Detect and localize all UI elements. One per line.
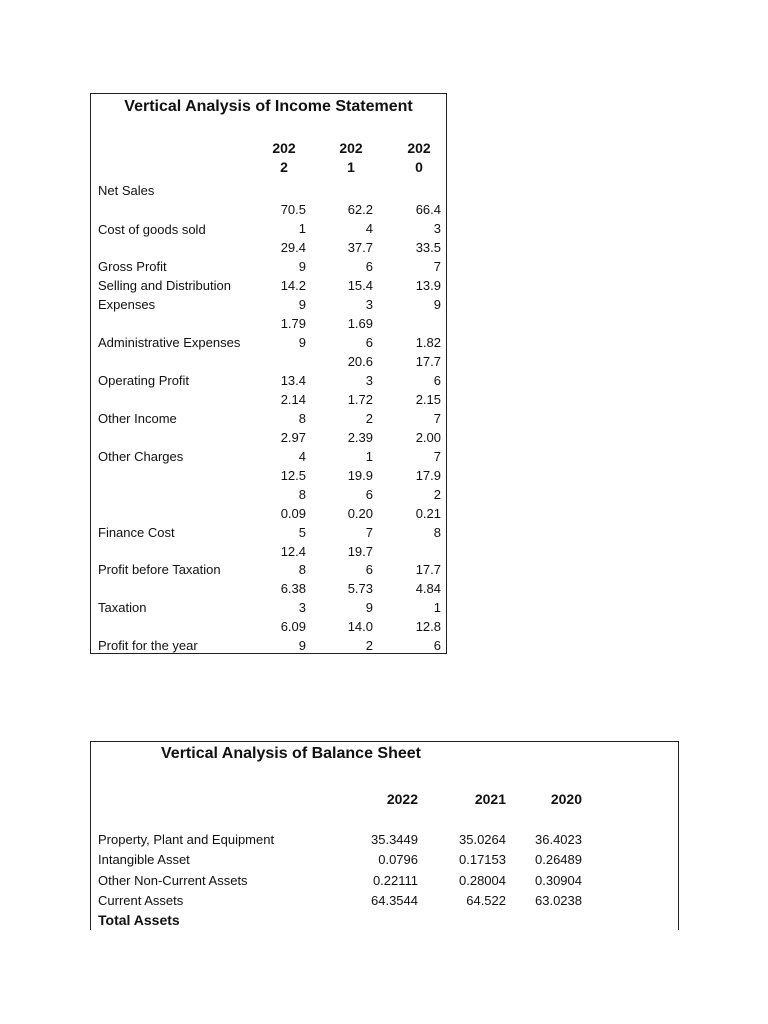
table-cell: 20.6 xyxy=(347,354,373,369)
table-cell: 70.5 xyxy=(280,202,306,217)
table-cell: 1.69 xyxy=(347,316,373,331)
balance-sheet-table xyxy=(90,741,679,930)
table-cell: 12.5 xyxy=(280,468,306,483)
income-statement-table xyxy=(90,93,447,654)
row-label: Gross Profit xyxy=(98,259,167,274)
row-label: Taxation xyxy=(98,600,147,615)
table-cell: 6.38 xyxy=(280,581,306,596)
table-cell: 35.0264 xyxy=(459,832,506,847)
table-cell: 35.3449 xyxy=(371,832,418,847)
table-cell: 2.15 xyxy=(415,392,441,407)
table-cell: 9 xyxy=(298,297,306,312)
table-cell: 33.5 xyxy=(415,240,441,255)
table-cell: 64.522 xyxy=(466,893,506,908)
row-label: Profit before Taxation xyxy=(98,562,221,577)
row-label: Property, Plant and Equipment xyxy=(98,832,275,847)
table-cell: 2.14 xyxy=(280,392,306,407)
table-cell: 9 xyxy=(433,297,441,312)
table-cell: 7 xyxy=(433,449,441,464)
table-cell: 1.72 xyxy=(347,392,373,407)
table-cell: 19.9 xyxy=(347,468,373,483)
table-cell: 3 xyxy=(433,221,441,236)
table-cell: 1.79 xyxy=(280,316,306,331)
table-cell: 0.20 xyxy=(347,506,373,521)
row-label: Intangible Asset xyxy=(98,852,190,867)
table-cell: 4.84 xyxy=(415,581,441,596)
year-header: 202 xyxy=(339,140,363,156)
row-label: Administrative Expenses xyxy=(98,335,241,350)
table-cell: 0.09 xyxy=(280,506,306,521)
table-cell: 8 xyxy=(298,487,306,502)
table-cell: 15.4 xyxy=(347,278,373,293)
table-cell: 8 xyxy=(298,411,306,426)
table-cell: 7 xyxy=(433,411,441,426)
year-header: 2 xyxy=(280,159,288,175)
table-cell: 9 xyxy=(298,335,306,350)
table-cell: 17.7 xyxy=(415,354,441,369)
year-header: 2022 xyxy=(386,791,418,807)
table-cell: 0.26489 xyxy=(535,852,582,867)
year-header: 2021 xyxy=(474,791,506,807)
table-cell: 0.22111 xyxy=(372,873,418,888)
table-cell: 6 xyxy=(365,487,373,502)
year-header: 1 xyxy=(347,159,355,175)
table-cell: 17.7 xyxy=(415,562,441,577)
table-cell: 63.0238 xyxy=(535,893,582,908)
year-header: 0 xyxy=(415,159,423,175)
row-label: Expenses xyxy=(98,297,156,312)
balance-table-title: Vertical Analysis of Balance Sheet xyxy=(161,745,421,762)
table-cell: 2.97 xyxy=(280,430,306,445)
table-cell: 37.7 xyxy=(347,240,373,255)
row-label: Current Assets xyxy=(98,893,184,908)
table-cell: 3 xyxy=(298,600,306,615)
table-cell: 0.28004 xyxy=(459,873,506,888)
table-cell: 4 xyxy=(298,449,306,464)
table-cell: 0.30904 xyxy=(535,873,582,888)
income-table-title: Vertical Analysis of Income Statement xyxy=(124,98,413,115)
table-cell: 7 xyxy=(365,525,373,540)
table-cell: 62.2 xyxy=(347,202,373,217)
table-cell: 0.21 xyxy=(415,506,441,521)
table-cell: 1.82 xyxy=(415,335,441,350)
table-cell: 1 xyxy=(433,600,441,615)
table-cell: 3 xyxy=(365,297,373,312)
year-header: 202 xyxy=(407,140,431,156)
table-cell: 1 xyxy=(365,449,373,464)
table-cell: 8 xyxy=(298,562,306,577)
table-cell: 5 xyxy=(298,525,306,540)
table-cell: 19.7 xyxy=(347,544,373,559)
table-cell: 2.39 xyxy=(347,430,373,445)
table-cell: 8 xyxy=(433,525,441,540)
row-label: Other Charges xyxy=(98,449,184,464)
row-label: Other Non-Current Assets xyxy=(98,873,248,888)
table-cell: 14.2 xyxy=(280,278,306,293)
table-cell: 3 xyxy=(365,373,373,388)
row-label: Finance Cost xyxy=(98,525,175,540)
table-cell: 0.17153 xyxy=(459,852,506,867)
table-cell: 17.9 xyxy=(415,468,441,483)
table-cell: 4 xyxy=(365,221,373,236)
table-cell: 7 xyxy=(433,259,441,274)
table-cell: 13.4 xyxy=(280,373,306,388)
row-label: Cost of goods sold xyxy=(98,222,206,237)
table-cell: 6 xyxy=(433,638,441,653)
table-cell: 6 xyxy=(365,562,373,577)
table-cell: 14.0 xyxy=(347,619,373,634)
table-cell: 6 xyxy=(365,335,373,350)
table-cell: 2.00 xyxy=(415,430,441,445)
row-label: Profit for the year xyxy=(98,638,198,653)
row-label: Net Sales xyxy=(98,183,155,198)
table-cell: 36.4023 xyxy=(535,832,582,847)
row-label: Operating Profit xyxy=(98,373,190,388)
table-cell: 2 xyxy=(433,487,441,502)
table-cell: 6 xyxy=(433,373,441,388)
table-cell: 12.8 xyxy=(415,619,441,634)
table-cell: 6 xyxy=(365,259,373,274)
table-cell: 12.4 xyxy=(280,544,306,559)
table-cell: 29.4 xyxy=(280,240,306,255)
table-cell: 6.09 xyxy=(280,619,306,634)
year-header: 2020 xyxy=(550,791,582,807)
table-cell: 13.9 xyxy=(415,278,441,293)
table-cell: 64.3544 xyxy=(371,893,418,908)
table-cell: 9 xyxy=(298,259,306,274)
table-cell: 0.0796 xyxy=(378,852,418,867)
table-cell: 5.73 xyxy=(347,581,373,596)
total-assets-label: Total Assets xyxy=(98,912,180,928)
row-label: Selling and Distribution xyxy=(98,278,231,293)
table-cell: 9 xyxy=(365,600,373,615)
table-cell: 1 xyxy=(298,221,306,236)
table-cell: 9 xyxy=(298,638,306,653)
table-cell: 2 xyxy=(365,638,373,653)
table-cell: 2 xyxy=(365,411,373,426)
table-cell: 66.4 xyxy=(415,202,441,217)
year-header: 202 xyxy=(272,140,296,156)
row-label: Other Income xyxy=(98,411,177,426)
